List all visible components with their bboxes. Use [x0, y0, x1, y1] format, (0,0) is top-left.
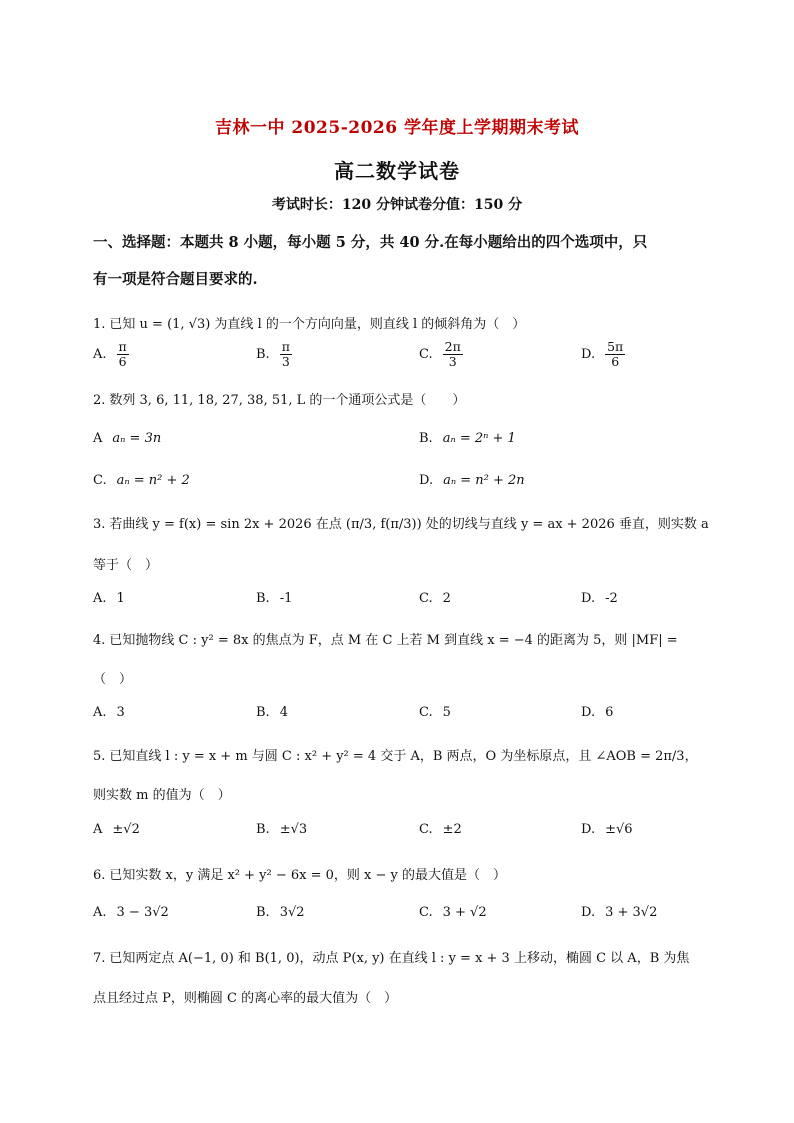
question-1-option-c[interactable]: C. $\frac{2\pi}{3}$ [419, 339, 461, 369]
question-2-option-c[interactable]: C. aₙ = n² + 2 [93, 473, 190, 488]
school-heading: 吉林一中 2025-2026 学年度上学期期末考试 [214, 118, 580, 138]
question-2-options-row2 [93, 473, 705, 507]
question-5-text: 已知直线 l : y = x + m 与圆 C : x² + y² = 4 交于 A，B 两点，O 为坐标原点，且 ∠AOB = 2π/3， [109, 749, 698, 764]
question-6-option-b[interactable]: B. 3√2 [256, 905, 305, 920]
question-3-text: 若曲线 y = f(x) = sin 2x + 2026 在点 (π/3, f(π/3)) 处的切线与直线 y = ax + 2026 垂直，则实数 a [109, 517, 709, 532]
question-5-option-d[interactable]: D. ±√6 [581, 822, 633, 837]
question-1-option-a[interactable]: A. $\frac{\pi}{6}$ [93, 339, 127, 369]
question-6-option-c[interactable]: C. 3 + √2 [419, 905, 487, 920]
question-3: 3. 若曲线 y = f(x) = sin 2x + 2026 在点 (π/3, f(π/3)) 处的切线与直线 y = ax + 2026 垂直，则实数 a [93, 517, 709, 532]
question-2-option-a[interactable]: A aₙ = 3n [93, 431, 162, 446]
question-1: 1. 已知 u = (1, √3) 为直线 l 的一个方向向量，则直线 l 的倾斜角为（ ） [93, 317, 526, 332]
question-5-options [93, 822, 705, 856]
question-6-option-a[interactable]: A. 3 − 3√2 [93, 905, 169, 920]
question-1-option-b[interactable]: B. $\frac{\pi}{3}$ [256, 339, 290, 369]
question-7-text-cont: 点且经过点 P，则椭圆 C 的离心率的最大值为（ ） [93, 991, 398, 1006]
question-2: 2. 数列 3, 6, 11, 18, 27, 38, 51, L 的一个通项公式是（ ） [93, 393, 466, 408]
section-heading-line2: 有一项是符合题目要求的. [93, 271, 258, 288]
question-5-text-cont: 则实数 m 的值为（ ） [93, 788, 231, 803]
exam-meta: 考试时长：120 分钟试卷分值：150 分 [271, 197, 523, 213]
question-5-option-b[interactable]: B. ±√3 [256, 822, 308, 837]
question-4-option-c[interactable]: C. 5 [419, 705, 451, 720]
question-3-option-d[interactable]: D. -2 [581, 591, 618, 606]
question-3-option-a[interactable]: A. 1 [93, 591, 125, 606]
question-6: 6. 已知实数 x，y 满足 x² + y² − 6x = 0，则 x − y 的最大值是（ ） [93, 868, 507, 883]
question-1-text: 已知 u = (1, √3) 为直线 l 的一个方向向量，则直线 l 的倾斜角为（ ） [109, 317, 526, 332]
question-6-option-d[interactable]: D. 3 + 3√2 [581, 905, 658, 920]
question-3-text-cont: 等于（ ） [93, 558, 159, 573]
question-4: 4. 已知抛物线 C : y² = 8x 的焦点为 F，点 M 在 C 上若 M 到直线 x = −4 的距离为 5，则 |MF| = [93, 633, 678, 648]
question-4-options [93, 705, 705, 739]
question-3-option-b[interactable]: B. -1 [256, 591, 293, 606]
question-4-text-cont: （ ） [93, 672, 133, 687]
question-7-text: 已知两定点 A(−1, 0) 和 B(1, 0)，动点 P(x, y) 在直线 l : y = x + 3 上移动，椭圆 C 以 A，B 为焦 [109, 951, 690, 966]
question-1-options [93, 340, 705, 374]
question-4-option-d[interactable]: D. 6 [581, 705, 614, 720]
question-1-option-d[interactable]: D. $\frac{5\pi}{6}$ [581, 339, 624, 369]
question-4-text: 已知抛物线 C : y² = 8x 的焦点为 F，点 M 在 C 上若 M 到直线 x = −4 的距离为 5，则 |MF| = [109, 633, 678, 648]
question-3-options [93, 591, 705, 625]
question-5-option-c[interactable]: C. ±2 [419, 822, 462, 837]
question-6-options [93, 905, 705, 939]
question-2-options-row1 [93, 431, 705, 465]
question-3-option-c[interactable]: C. 2 [419, 591, 451, 606]
question-7: 7. 已知两定点 A(−1, 0) 和 B(1, 0)，动点 P(x, y) 在直线 l : y = x + 3 上移动，椭圆 C 以 A，B 为焦 [93, 951, 690, 966]
section-heading-line1: 一、选择题：本题共 8 小题，每小题 5 分，共 40 分.在每小题给出的四个选项中，只 [93, 234, 648, 251]
question-5: 5. 已知直线 l : y = x + m 与圆 C : x² + y² = 4 交于 A，B 两点，O 为坐标原点，且 ∠AOB = 2π/3， [93, 749, 698, 764]
question-4-option-b[interactable]: B. 4 [256, 705, 288, 720]
question-4-option-a[interactable]: A. 3 [93, 705, 125, 720]
question-2-option-b[interactable]: B. aₙ = 2ⁿ + 1 [419, 431, 516, 446]
question-5-option-a[interactable]: A ±√2 [93, 822, 140, 837]
question-2-option-d[interactable]: D. aₙ = n² + 2n [419, 473, 525, 488]
question-2-text: 数列 3, 6, 11, 18, 27, 38, 51, L 的一个通项公式是（ ） [109, 393, 466, 408]
exam-title: 高二数学试卷 [334, 159, 460, 183]
question-6-text: 已知实数 x，y 满足 x² + y² − 6x = 0，则 x − y 的最大值是（ ） [109, 868, 507, 883]
